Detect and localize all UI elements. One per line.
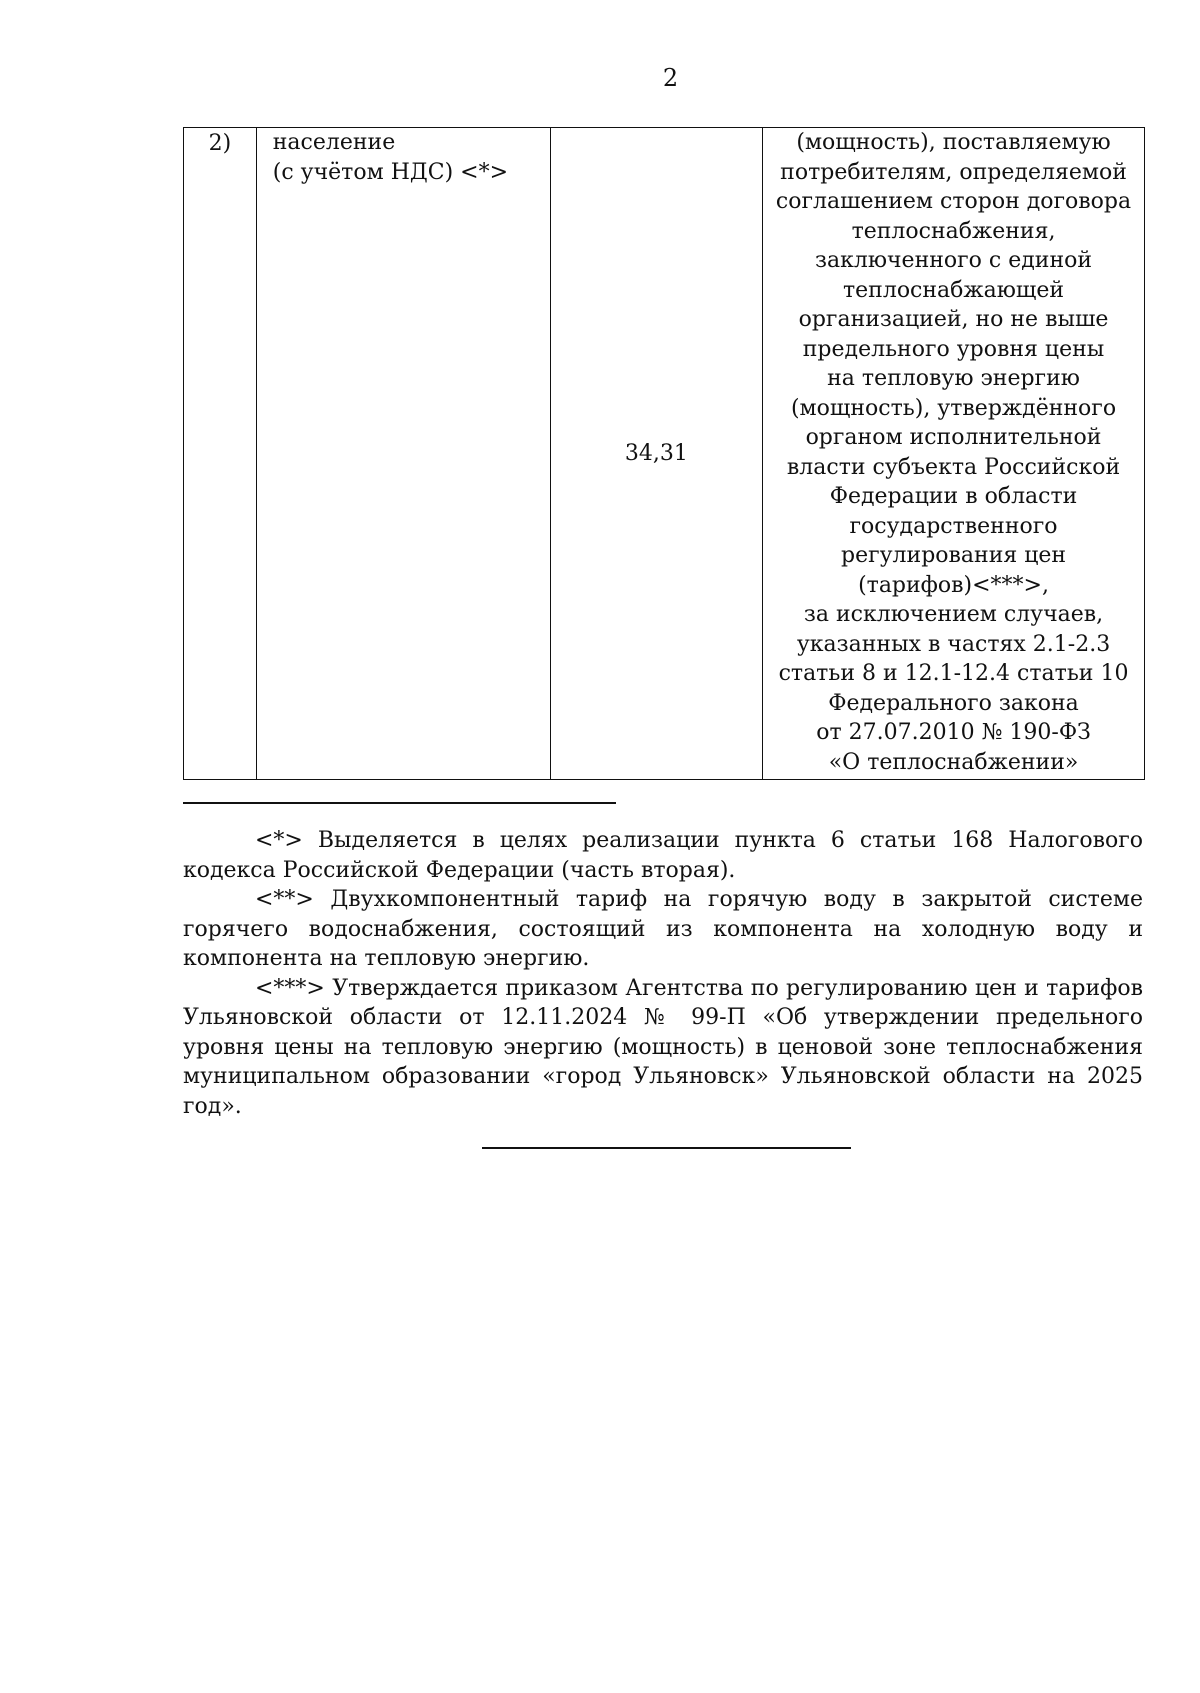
consumer-category-line: (с учётом НДС) <*> xyxy=(272,159,509,185)
note-line: за исключением случаев, xyxy=(803,602,1104,627)
note-line: соглашением сторон договора xyxy=(775,189,1132,214)
footnote: <***> Утверждается приказом Агентства по регулированию цен и тарифов Ульяновской области от 12.11.2024 № 99-П «Об утверждении предельного уровня цены на тепловую энергию (мощность) в ценовой зоне теплоснабжения муниципальном образовании «город Ульяновск» Ульяновской области на 2025 год». xyxy=(183,975,1143,1119)
consumer-category-line: население xyxy=(272,130,396,155)
footnote-separator xyxy=(183,802,616,804)
note-line: (тарифов)<***>, xyxy=(858,572,1049,598)
page-number: 2 xyxy=(662,64,679,92)
note-line: от 27.07.2010 № 190-ФЗ xyxy=(816,720,1091,745)
table-row xyxy=(184,128,1145,780)
tariff-table xyxy=(183,127,1145,780)
footnote: <**> Двухкомпонентный тариф на горячую воду в закрытой системе горячего водоснабжения, состоящий из компонента на холодную воду и компонента на тепловую энергию. xyxy=(183,887,1143,971)
note-line: государственного xyxy=(849,513,1058,539)
footnotes xyxy=(183,826,1143,1121)
note-line: предельного уровня цены xyxy=(802,336,1105,362)
tariff-value: 34,31 xyxy=(550,128,762,780)
note-line: теплоснабжающей xyxy=(842,277,1065,303)
row-number: 2) xyxy=(184,128,257,780)
note-line: Федерального закона xyxy=(828,690,1079,716)
note-line: регулирования цен xyxy=(840,543,1067,568)
consumer-category xyxy=(256,128,550,780)
note-line: Федерации в области xyxy=(829,484,1078,509)
note-line: заключенного с единой xyxy=(815,248,1093,273)
note-line: указанных в частях 2.1-2.3 xyxy=(796,631,1111,657)
note-line: теплоснабжения, xyxy=(851,218,1056,244)
footnote: <*> Выделяется в целях реализации пункта 6 статьи 168 Налогового кодекса Российской Федерации (часть вторая). xyxy=(183,828,1143,883)
note-line: на тепловую энергию xyxy=(827,366,1080,391)
end-line xyxy=(482,1147,851,1149)
note-line: организацией, но не выше xyxy=(798,307,1109,332)
tariff-note xyxy=(763,128,1145,780)
note-line: (мощность), поставляемую xyxy=(796,130,1111,155)
note-line: «О теплоснабжении» xyxy=(828,749,1079,775)
note-line: потребителям, определяемой xyxy=(780,159,1127,185)
note-line: (мощность), утверждённого xyxy=(790,395,1117,421)
note-line: власти субъекта Российской xyxy=(786,454,1121,480)
note-line: органом исполнительной xyxy=(805,425,1102,450)
note-line: статьи 8 и 12.1-12.4 статьи 10 xyxy=(778,661,1129,686)
